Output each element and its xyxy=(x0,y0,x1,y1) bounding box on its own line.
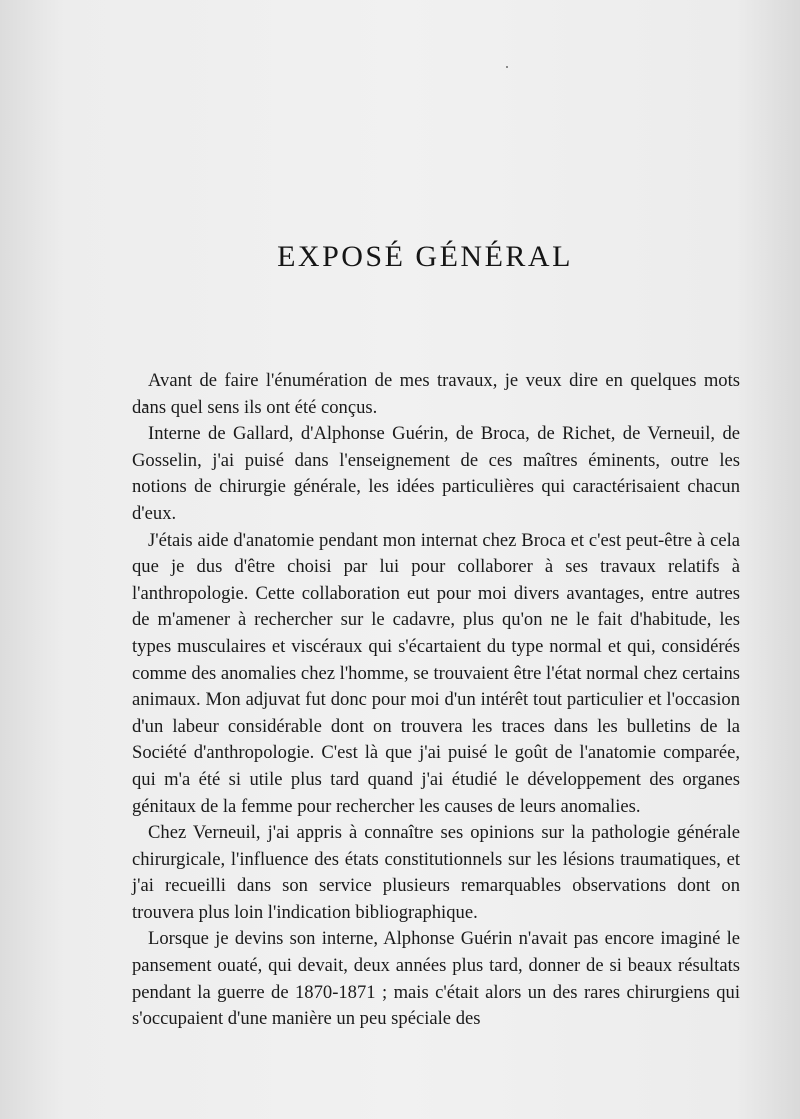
paragraph: J'étais aide d'anatomie pendant mon internat chez Broca et c'est peut-être à cela que je dus d'être choisi par lui pour collaborer à ses travaux relatifs à l'anthropologie. Cette collaboration eut pour moi divers avantages, entre autres de m'amener à rechercher sur le cadavre, plus qu'on ne le fait d'habitude, les types musculaires et viscéraux qui s'écartaient du type normal et qui, considérés comme des anomalies chez l'homme, se trouvaient être l'état normal chez certains animaux. Mon adjuvat fut donc pour moi d'un intérêt tout particulier et l'occasion d'un labeur considérable dont on trouvera les traces dans les bulletins de la Société d'anthropologie. C'est là que j'ai puisé le goût de l'anatomie comparée, qui m'a été si utile plus tard quand j'ai étudié le développement des organes génitaux de la femme pour rechercher les causes de leurs anomalies. xyxy=(132,529,740,817)
document-body xyxy=(132,368,740,1033)
paragraph: Interne de Gallard, d'Alphonse Guérin, de Broca, de Richet, de Verneuil, de Gosselin, j'ai puisé dans l'enseignement de ces maîtres éminents, outre les notions de chirurgie générale, les idées particulières qui caractérisaient chacun d'eux. xyxy=(132,423,740,524)
page-title: EXPOSÉ GÉNÉRAL xyxy=(277,240,573,273)
print-speck xyxy=(506,66,508,68)
paragraph: Avant de faire l'énumération de mes travaux, je veux dire en quelques mots dans quel sens ils ont été conçus. xyxy=(132,370,740,418)
paragraph: Lorsque je devins son interne, Alphonse Guérin n'avait pas encore imaginé le pansement ouaté, qui devait, deux années plus tard, donner de si beaux résultats pendant la guerre de 1870-1871 ; mais c'était alors un des rares chirurgiens qui s'occupaient d'une manière un peu spéciale des xyxy=(132,928,740,1030)
paragraph: Chez Verneuil, j'ai appris à connaître ses opinions sur la pathologie générale chirurgicale, l'influence des états constitutionnels sur les lésions traumatiques, et j'ai recueilli dans son service plusieurs remarquables observations dont on trouvera plus loin l'indication bibliographique. xyxy=(132,822,740,923)
